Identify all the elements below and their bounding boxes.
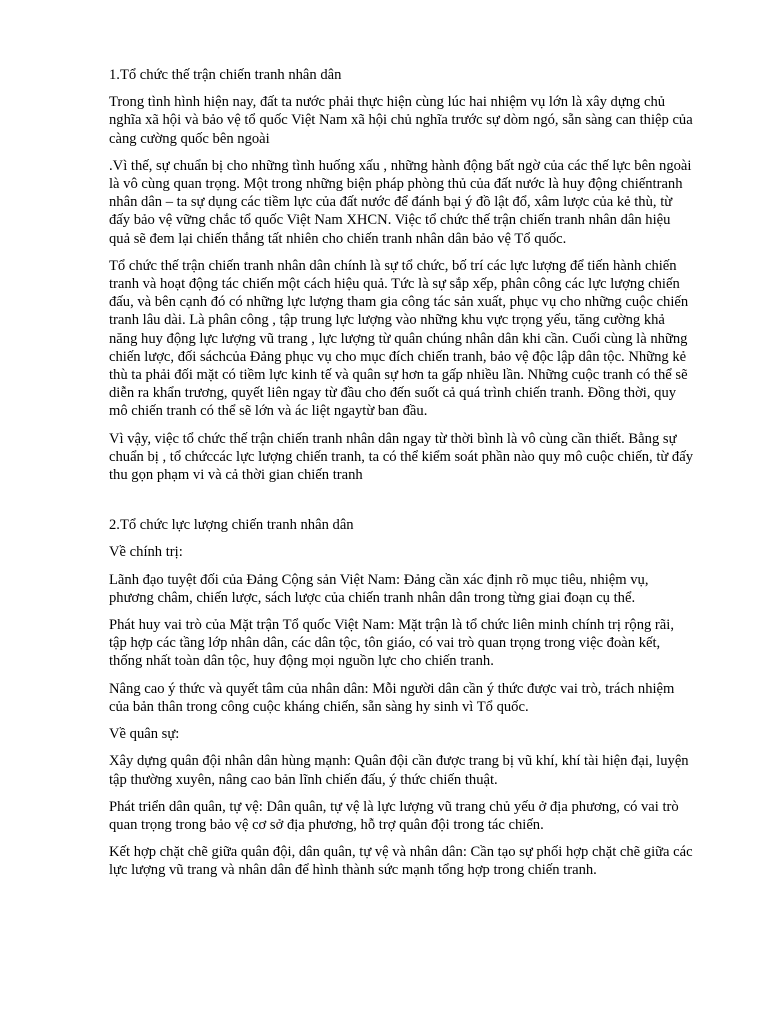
section-1-paragraph: Trong tình hình hiện nay, đất ta nước phải thực hiện cùng lúc hai nhiệm vụ lớn là xây dựng chủ nghĩa xã hội và bảo vệ tổ quốc Việt Nam xã hội chủ nghĩa trước sự dòm ngó, sẵn sàng can thiệp của càng cường quốc bên ngoài (109, 94, 693, 147)
section-1-paragraph: .Vì thế, sự chuẩn bị cho những tình huống xấu , những hành động bất ngờ của các thế lực bên ngoài là vô cùng quan trọng. Một trong những biện pháp phòng thủ của đất nước là huy động chiếntranh nhân dân – ta sự dụng các tiềm lực của đất nước để đánh bại ý đồ lật đổ, xâm lược của kẻ thù, từ đấy bảo vệ vững chắc tổ quốc Việt Nam XHCN. Việc tổ chức thế trận chiến tranh nhân dân hiệu quả sẽ đem lại chiến thắng tất nhiên cho chiến tranh nhân dân bảo vệ Tổ quốc. (109, 157, 692, 247)
political-paragraph: Lãnh đạo tuyệt đối của Đảng Cộng sản Việt Nam: Đảng cần xác định rõ mục tiêu, nhiệm vụ, phương châm, chiến lược, sách lược của chiến tranh nhân dân trong từng giai đoạn cụ thể. (109, 571, 649, 606)
section-1-paragraph: Tổ chức thế trận chiến tranh nhân dân chính là sự tổ chức, bố trí các lực lượng để tiến hành chiến tranh và hoạt động tác chiến một cách hiệu quả. Tức là sự sắp xếp, phân công các lực lượng chiến đấu, và bên cạnh đó có những lực lượng tham gia công tác sản xuất, phục vụ cho những cuộc chiến tranh lâu dài. Là phân công , tập trung lực lượng vào những khu vực trọng yếu, tăng cường khả năng huy động lực lượng vũ trang , lực lượng từ quân chúng nhân dân khi cần. Cuối cùng là những chiến lược, đối sáchcủa Đảng phục vụ cho mục đích chiến tranh, bảo vệ độc lập dân tộc. Những kẻ thù ta phải đối mặt có tiềm lực kinh tế và quân sự hơn ta gấp nhiều lần. Những cuộc tranh có thể sẽ diễn ra khẩn trương, quyết liên ngay từ đầu cho đến suốt cả quá trình chiến tranh. Đồng thời, quy mô chiến tranh có thể sẽ lớn và ác liệt ngaytừ ban đầu. (109, 257, 689, 420)
military-paragraph: Xây dựng quân đội nhân dân hùng mạnh: Quân đội cần được trang bị vũ khí, khí tài hiện đại, luyện tập thường xuyên, nâng cao bản lĩnh chiến đấu, ý thức chiến thuật. (109, 753, 689, 788)
military-subheading: Về quân sự: (109, 726, 180, 743)
document-page (109, 66, 695, 889)
military-paragraph: Phát triển dân quân, tự vệ: Dân quân, tự vệ là lực lượng vũ trang chủ yếu ở địa phương, có vai trò quan trọng trong bảo vệ cơ sở địa phương, hỗ trợ quân đội trong tác chiến. (109, 798, 679, 833)
section-1-paragraph: Vì vậy, việc tổ chức thế trận chiến tranh nhân dân ngay từ thời bình là vô cùng cần thiết. Bằng sự chuẩn bị , tổ chứccác lực lượng chiến tranh, ta có thể kiểm soát phần nào quy mô cuộc chiến, từ đấy thu gọn phạm vi và cả thời gian chiến tranh (109, 430, 693, 484)
military-paragraph: Kết hợp chặt chẽ giữa quân đội, dân quân, tự vệ và nhân dân: Cần tạo sự phối hợp chặt chẽ giữa các lực lượng vũ trang và nhân dân để hình thành sức mạnh tổng hợp trong chiến tranh. (109, 844, 693, 879)
section-2-heading: 2.Tổ chức lực lượng chiến tranh nhân dân (109, 517, 354, 534)
political-paragraph: Nâng cao ý thức và quyết tâm của nhân dân: Mỗi người dân cần ý thức được vai trò, trách nhiệm của bản thân trong công cuộc kháng chiến, sẵn sàng hy sinh vì Tổ quốc. (109, 680, 675, 715)
section-1-heading: 1.Tổ chức thế trận chiến tranh nhân dân (109, 67, 342, 83)
political-subheading: Về chính trị: (109, 544, 183, 561)
political-paragraph: Phát huy vai trò của Mặt trận Tổ quốc Việt Nam: Mặt trận là tổ chức liên minh chính trị rộng rãi, tập hợp các tầng lớp nhân dân, các dân tộc, tôn giáo, có vai trò quan trọng trong việc đoàn kết, thống nhất toàn dân tộc, huy động mọi nguồn lực cho chiến tranh. (109, 617, 674, 670)
